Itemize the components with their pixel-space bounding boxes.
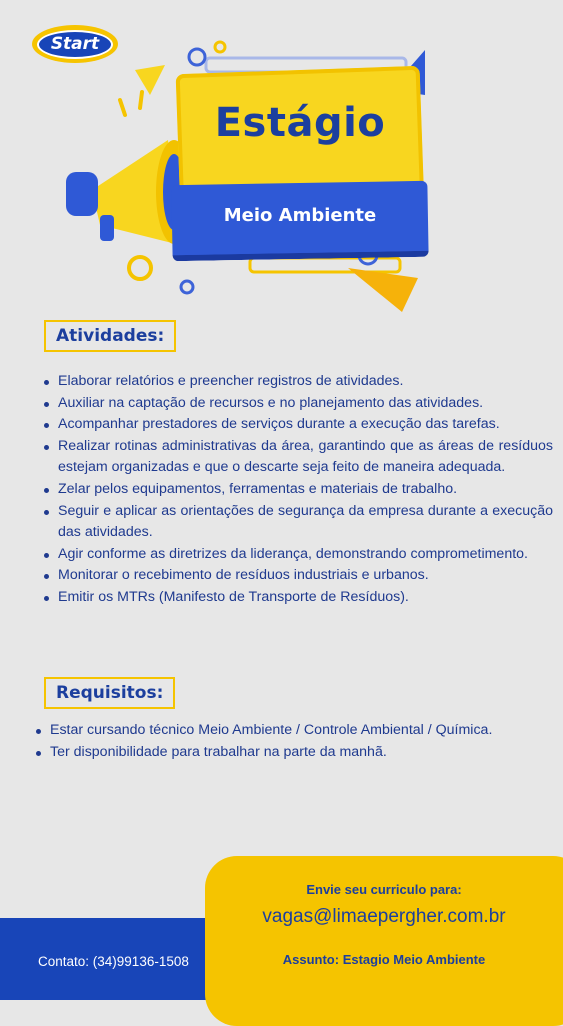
list-item: Seguir e aplicar as orientações de segurança da empresa durante a execução das atividades.	[44, 501, 553, 544]
requirements-heading: Requisitos:	[44, 677, 175, 709]
hero-subtitle: Meio Ambiente	[223, 205, 377, 226]
list-item: Elaborar relatórios e preencher registros de atividades.	[44, 371, 553, 393]
list-item: Monitorar o recebimento de resíduos industriais e urbanos.	[44, 565, 553, 587]
list-item: Emitir os MTRs (Manifesto de Transporte de Resíduos).	[44, 587, 553, 609]
circle-decoration	[189, 49, 205, 65]
sound-line	[140, 92, 142, 108]
list-item: Acompanhar prestadores de serviços durante a execução das tarefas.	[44, 414, 553, 436]
activities-list	[44, 371, 553, 609]
list-item: Ter disponibilidade para trabalhar na parte da manhã.	[36, 742, 553, 764]
circle-decoration	[215, 42, 225, 52]
activities-heading: Atividades:	[44, 320, 176, 352]
logo-text: Start	[37, 30, 113, 59]
list-item: Zelar pelos equipamentos, ferramentas e materiais de trabalho.	[44, 479, 553, 501]
hero-title: Estágio	[214, 100, 386, 146]
circle-decoration	[181, 281, 193, 293]
triangle-decoration	[135, 65, 165, 95]
email-link[interactable]: vagas@limaepergher.com.br	[262, 906, 506, 927]
list-item: Realizar rotinas administrativas da área, garantindo que as áreas de resíduos estejam organizadas e que o descarte seja feito de maneira adequada.	[44, 436, 553, 479]
contact-phone: Contato: (34)99136-1508	[38, 954, 189, 969]
requirements-list	[36, 720, 553, 763]
circle-decoration	[129, 257, 151, 279]
list-item: Agir conforme as diretrizes da liderança, demonstrando comprometimento.	[44, 544, 553, 566]
email-subject: Assunto: Estagio Meio Ambiente	[282, 952, 486, 967]
hero-frame-bottom	[250, 258, 400, 272]
list-item: Estar cursando técnico Meio Ambiente / Controle Ambiental / Química.	[36, 720, 553, 742]
list-item: Auxiliar na captação de recursos e no planejamento das atividades.	[44, 393, 553, 415]
sound-line	[120, 100, 125, 115]
cta-heading: Envie seu curriculo para:	[306, 882, 462, 897]
triangle-decoration	[348, 268, 418, 312]
